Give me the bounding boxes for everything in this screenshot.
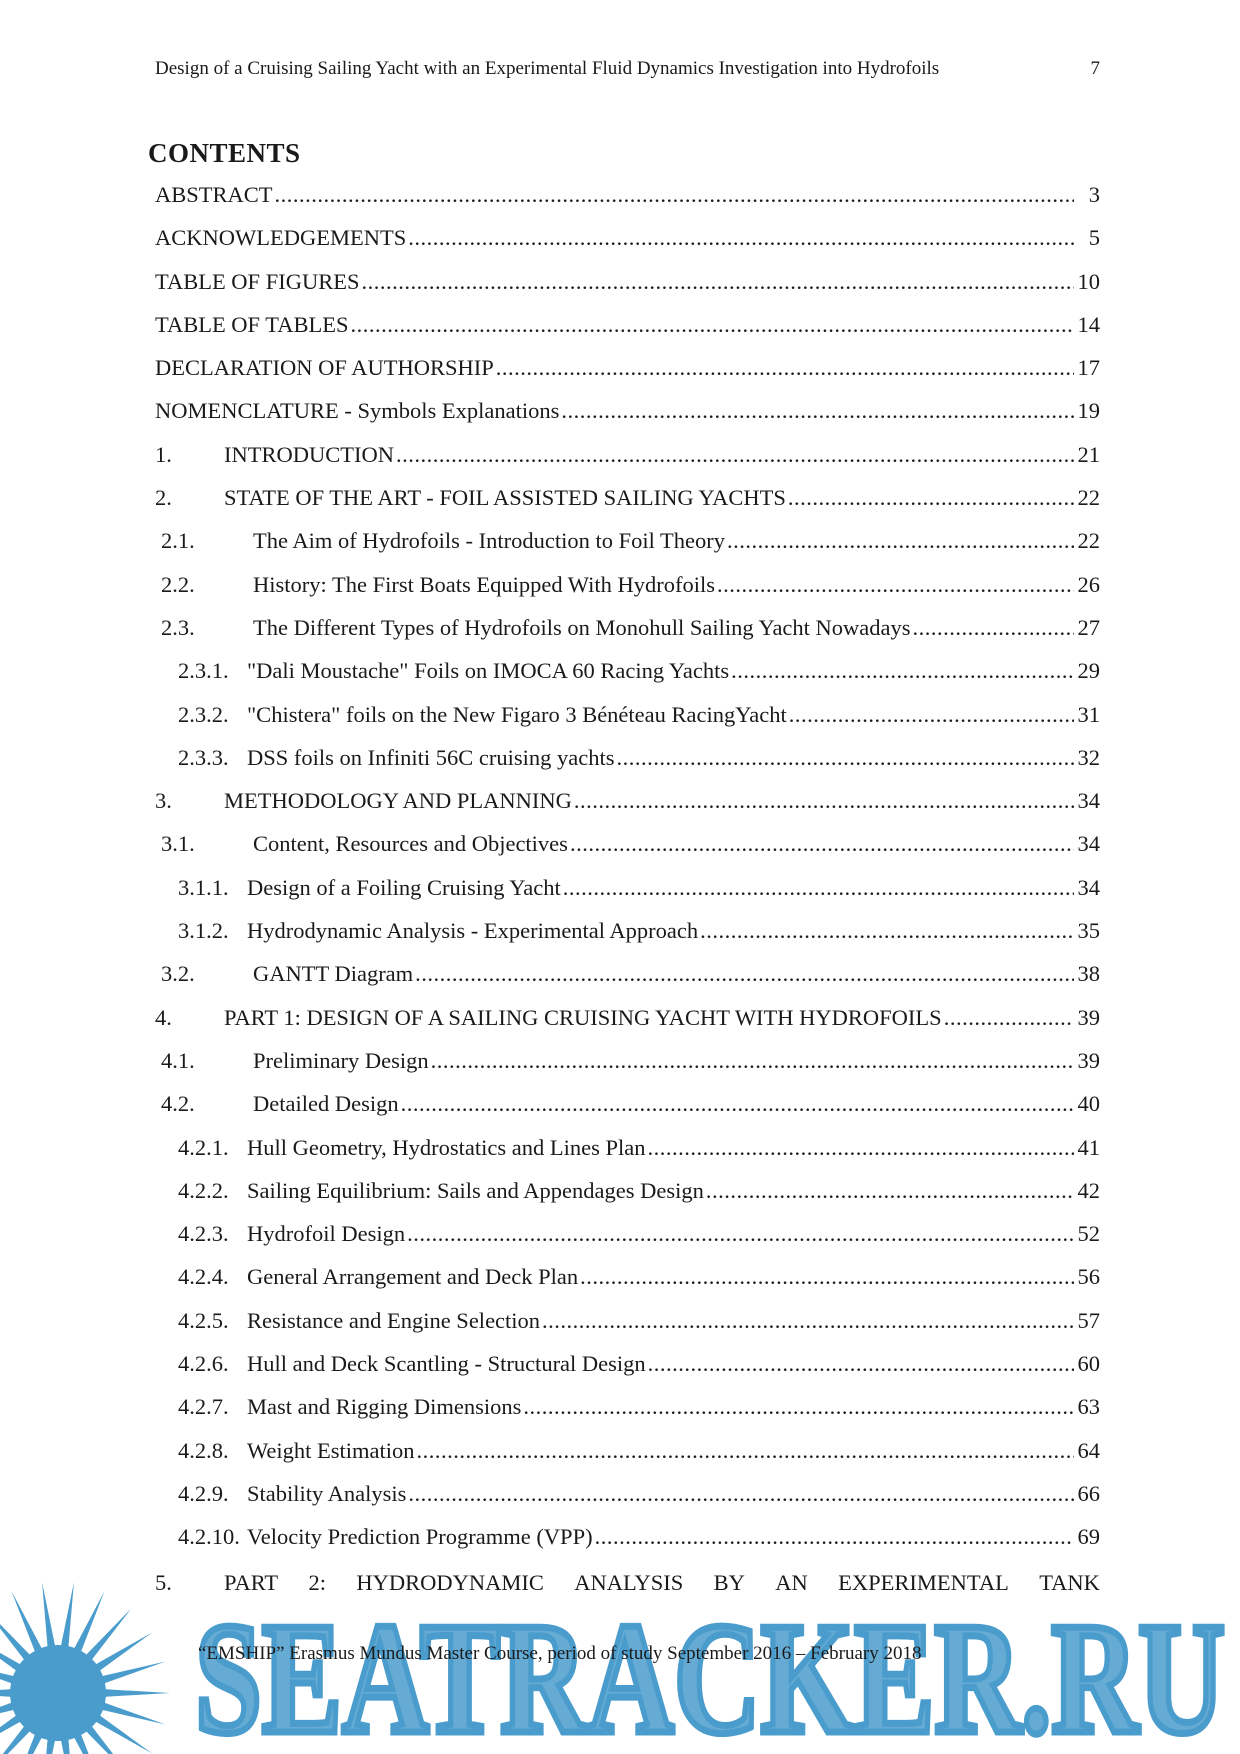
toc-dot-leader bbox=[408, 227, 1074, 250]
footer-text: “EMSHIP” Erasmus Mundus Master Course, period of study September 2016 – February 2018 bbox=[198, 1643, 922, 1664]
toc-entry[interactable] bbox=[155, 1223, 1100, 1266]
toc-word: HYDRODYNAMIC bbox=[356, 1569, 544, 1595]
toc-entry-label: Detailed Design bbox=[253, 1091, 399, 1117]
toc-entry-page: 22 bbox=[1077, 528, 1100, 554]
header-title: Design of a Cruising Sailing Yacht with an Experimental Fluid Dynamics Investigation into Hydrofoils bbox=[155, 58, 940, 79]
toc-entry-number: 4.2.4. bbox=[178, 1264, 229, 1290]
toc-dot-leader bbox=[401, 1093, 1074, 1116]
sun-ray bbox=[99, 1661, 166, 1684]
toc-entry-page: 35 bbox=[1077, 918, 1100, 944]
toc-entry[interactable] bbox=[155, 1093, 1100, 1136]
toc-entry-page: 63 bbox=[1077, 1394, 1100, 1420]
toc-dot-leader bbox=[407, 1223, 1074, 1246]
toc-entry-label: GANTT Diagram bbox=[253, 961, 414, 987]
toc-entry[interactable] bbox=[155, 311, 1100, 357]
toc-entry-number: 4.2.8. bbox=[178, 1437, 229, 1463]
toc-entry-page: 5 bbox=[1088, 225, 1100, 251]
toc-entry[interactable] bbox=[155, 400, 1100, 443]
toc-entry-label: PART 1: DESIGN OF A SAILING CRUISING YACHT WITH HYDROFOILS bbox=[224, 1004, 942, 1030]
toc-dot-leader bbox=[408, 1483, 1074, 1506]
toc-entry[interactable] bbox=[155, 1307, 1100, 1353]
toc-entry-number: 3. bbox=[155, 788, 172, 814]
running-header bbox=[155, 58, 1100, 80]
toc-entry-label: DECLARATION OF AUTHORSHIP bbox=[155, 355, 494, 381]
toc-entry-number: 4.2.5. bbox=[178, 1307, 229, 1333]
toc-dot-leader bbox=[717, 574, 1074, 597]
toc-entry-label: ABSTRACT bbox=[155, 182, 273, 207]
toc-entry-label: The Aim of Hydrofoils - Introduction to Foil Theory bbox=[253, 528, 726, 554]
toc-entry-page: 32 bbox=[1077, 744, 1100, 770]
toc-entry-label: Stability Analysis bbox=[247, 1480, 407, 1506]
sun-ray bbox=[0, 1608, 32, 1662]
toc-entry[interactable] bbox=[155, 963, 1100, 1006]
toc-entry-page: 38 bbox=[1077, 961, 1100, 987]
toc-entry-page: 66 bbox=[1077, 1480, 1100, 1506]
toc-entry-label: Sailing Equilibrium: Sails and Appendages Design bbox=[247, 1177, 704, 1203]
toc-entry-label: Resistance and Engine Selection bbox=[247, 1307, 541, 1333]
sun-ray bbox=[102, 1689, 170, 1697]
toc-entry-label: Velocity Prediction Programme (VPP) bbox=[247, 1524, 593, 1550]
toc-entry-number: 3.1.2. bbox=[178, 918, 229, 944]
header-page-number: 7 bbox=[1090, 58, 1100, 79]
toc-dot-leader bbox=[570, 833, 1074, 856]
toc-entry-page: 29 bbox=[1077, 658, 1100, 684]
toc-entry[interactable] bbox=[155, 357, 1100, 400]
toc-entry-label: Hydrofoil Design bbox=[247, 1221, 406, 1247]
toc-entry-label: Hull Geometry, Hydrostatics and Lines Plan bbox=[247, 1134, 646, 1160]
sun-ray bbox=[99, 1702, 166, 1725]
toc-entry-number: 1. bbox=[155, 441, 172, 467]
toc-entry[interactable] bbox=[155, 744, 1100, 790]
toc-dot-leader bbox=[431, 1050, 1074, 1073]
table-of-contents bbox=[155, 184, 1100, 1596]
sun-ray bbox=[42, 1582, 56, 1650]
toc-word: TANK bbox=[1039, 1569, 1100, 1595]
toc-entry-number: 5. bbox=[155, 1569, 172, 1595]
toc-entry-page: 69 bbox=[1077, 1524, 1100, 1550]
toc-entry-label: Design of a Foiling Cruising Yacht bbox=[247, 874, 561, 900]
toc-word: PART bbox=[224, 1569, 279, 1595]
toc-dot-leader bbox=[523, 1396, 1074, 1419]
toc-entry-page: 39 bbox=[1077, 1047, 1100, 1073]
toc-dot-leader bbox=[648, 1353, 1074, 1376]
toc-entry-page: 39 bbox=[1077, 1004, 1100, 1030]
toc-word: EXPERIMENTAL bbox=[838, 1569, 1009, 1595]
toc-entry-number: 4. bbox=[155, 1004, 172, 1030]
toc-entry-number: 2.3.3. bbox=[178, 744, 229, 770]
toc-entry-number: 4.2. bbox=[161, 1091, 195, 1117]
toc-entry-number: 4.2.1. bbox=[178, 1134, 229, 1160]
watermark-logo bbox=[195, 1594, 1225, 1744]
toc-dot-leader bbox=[396, 444, 1074, 467]
toc-dot-leader bbox=[727, 530, 1074, 553]
toc-dot-leader bbox=[574, 790, 1074, 813]
toc-entry[interactable] bbox=[155, 1047, 1100, 1093]
toc-dot-leader bbox=[351, 314, 1075, 337]
toc-entry-label: Content, Resources and Objectives bbox=[253, 831, 568, 857]
toc-entry-page: 27 bbox=[1077, 614, 1100, 640]
toc-entry[interactable] bbox=[155, 614, 1100, 660]
toc-entry[interactable] bbox=[155, 1526, 1100, 1569]
toc-word: AN bbox=[775, 1569, 808, 1595]
toc-entry-continued[interactable] bbox=[155, 1570, 1100, 1596]
watermark-text: SEATRACKER.RU bbox=[195, 1594, 1225, 1744]
toc-entry-label: "Dali Moustache" Foils on IMOCA 60 Racing Yachts bbox=[247, 658, 730, 684]
toc-entry-label: METHODOLOGY AND PLANNING bbox=[224, 788, 572, 814]
toc-dot-leader bbox=[700, 920, 1074, 943]
toc-dot-leader bbox=[275, 184, 1074, 207]
toc-entry[interactable] bbox=[155, 1177, 1100, 1223]
toc-entry-number: 4.2.3. bbox=[178, 1221, 229, 1247]
toc-entry[interactable] bbox=[155, 571, 1100, 617]
toc-entry-label: DSS foils on Infiniti 56C cruising yachts bbox=[247, 744, 615, 770]
toc-entry[interactable] bbox=[155, 833, 1100, 876]
toc-entry-number: 4.2.10. bbox=[178, 1524, 240, 1550]
toc-entry-number: 3.1.1. bbox=[178, 874, 229, 900]
toc-entry[interactable] bbox=[155, 268, 1100, 314]
toc-entry-number: 2.3.1. bbox=[178, 658, 229, 684]
toc-entry[interactable] bbox=[155, 1134, 1100, 1180]
toc-entry-page: 14 bbox=[1077, 311, 1100, 337]
toc-entry-label: Weight Estimation bbox=[247, 1437, 415, 1463]
contents-heading: CONTENTS bbox=[148, 138, 301, 168]
toc-entry-label: Hydrodynamic Analysis - Experimental Approach bbox=[247, 918, 699, 944]
toc-entry-label: NOMENCLATURE - Symbols Explanations bbox=[155, 398, 560, 424]
toc-dot-leader bbox=[944, 1007, 1074, 1030]
toc-entry[interactable] bbox=[155, 227, 1100, 270]
toc-entry-number: 2.3. bbox=[161, 614, 195, 640]
toc-entry-label: "Chistera" foils on the New Figaro 3 Bénéteau RacingYacht bbox=[247, 701, 787, 727]
toc-entry-number: 2.2. bbox=[161, 571, 195, 597]
toc-entry[interactable] bbox=[155, 701, 1100, 747]
toc-entry-label: Mast and Rigging Dimensions bbox=[247, 1394, 522, 1420]
toc-entry[interactable] bbox=[155, 1396, 1100, 1439]
toc-dot-leader bbox=[617, 747, 1075, 770]
toc-entry-number: 4.2.2. bbox=[178, 1177, 229, 1203]
toc-entry[interactable] bbox=[155, 1004, 1100, 1050]
toc-entry-label: TABLE OF FIGURES bbox=[155, 268, 360, 294]
toc-entry-page: 10 bbox=[1077, 268, 1100, 294]
sun-ray bbox=[60, 1582, 74, 1650]
toc-entry-page: 64 bbox=[1077, 1437, 1100, 1463]
toc-entry-page: 22 bbox=[1077, 485, 1100, 511]
toc-entry-page: 42 bbox=[1077, 1177, 1100, 1203]
toc-entry-page: 19 bbox=[1077, 398, 1100, 424]
toc-entry-number: 4.2.7. bbox=[178, 1394, 229, 1420]
toc-entry-number: 3.2. bbox=[161, 961, 195, 987]
toc-word: 2: bbox=[308, 1569, 326, 1595]
toc-entry[interactable] bbox=[155, 920, 1100, 963]
toc-entry-number: 2.1. bbox=[161, 528, 195, 554]
toc-dot-leader bbox=[788, 487, 1074, 510]
toc-entry-number: 4.1. bbox=[161, 1047, 195, 1073]
toc-entry-number: 4.2.9. bbox=[178, 1480, 229, 1506]
toc-entry[interactable] bbox=[155, 660, 1100, 703]
toc-entry-page: 56 bbox=[1077, 1264, 1100, 1290]
toc-entry-page: 31 bbox=[1077, 701, 1100, 727]
toc-dot-leader bbox=[731, 660, 1074, 683]
toc-entry-page: 34 bbox=[1077, 788, 1100, 814]
toc-dot-leader bbox=[563, 877, 1074, 900]
toc-entry-page: 57 bbox=[1077, 1307, 1100, 1333]
toc-word: BY bbox=[713, 1569, 745, 1595]
toc-entry-number: 3.1. bbox=[161, 831, 195, 857]
toc-entry[interactable] bbox=[155, 1353, 1100, 1396]
toc-entry-number: 4.2.6. bbox=[178, 1351, 229, 1377]
toc-entry[interactable] bbox=[155, 874, 1100, 920]
toc-entry[interactable] bbox=[155, 1437, 1100, 1483]
toc-entry-page: 17 bbox=[1077, 355, 1100, 381]
toc-entry-label: STATE OF THE ART - FOIL ASSISTED SAILING YACHTS bbox=[224, 485, 786, 511]
toc-dot-leader bbox=[913, 617, 1074, 640]
toc-dot-leader bbox=[542, 1310, 1074, 1333]
toc-dot-leader bbox=[706, 1180, 1074, 1203]
toc-entry[interactable] bbox=[155, 184, 1100, 227]
toc-entry-label: The Different Types of Hydrofoils on Monohull Sailing Yacht Nowadays bbox=[253, 614, 911, 640]
toc-entry-label: Hull and Deck Scantling - Structural Design bbox=[247, 1351, 646, 1377]
toc-entry-label: Preliminary Design bbox=[253, 1047, 429, 1073]
toc-dot-leader bbox=[580, 1266, 1074, 1289]
toc-entry-number: 2.3.2. bbox=[178, 701, 229, 727]
toc-entry-label: ACKNOWLEDGEMENTS bbox=[155, 225, 407, 251]
toc-entry-page: 26 bbox=[1077, 571, 1100, 597]
toc-entry-page: 52 bbox=[1077, 1221, 1100, 1247]
toc-dot-leader bbox=[417, 1440, 1074, 1463]
toc-dot-leader bbox=[647, 1137, 1074, 1160]
toc-word: ANALYSIS bbox=[574, 1569, 684, 1595]
toc-entry-page: 60 bbox=[1077, 1351, 1100, 1377]
toc-entry-page: 40 bbox=[1077, 1091, 1100, 1117]
toc-dot-leader bbox=[561, 400, 1074, 423]
toc-dot-leader bbox=[496, 357, 1074, 380]
toc-entry[interactable] bbox=[155, 1266, 1100, 1309]
toc-entry-label bbox=[224, 1570, 1100, 1596]
toc-entry-label: General Arrangement and Deck Plan bbox=[247, 1264, 579, 1290]
toc-entry[interactable] bbox=[155, 441, 1100, 487]
sun-ray bbox=[84, 1608, 132, 1662]
toc-entry[interactable] bbox=[155, 530, 1100, 573]
toc-entry-page: 41 bbox=[1077, 1134, 1100, 1160]
toc-dot-leader bbox=[789, 704, 1074, 727]
toc-entry[interactable] bbox=[155, 1480, 1100, 1526]
toc-entry-page: 34 bbox=[1077, 831, 1100, 857]
toc-entry-label: History: The First Boats Equipped With Hydrofoils bbox=[253, 571, 715, 597]
toc-dot-leader bbox=[595, 1526, 1074, 1549]
toc-entry[interactable] bbox=[155, 487, 1100, 530]
toc-entry-page: 3 bbox=[1088, 182, 1100, 207]
toc-entry-page: 34 bbox=[1077, 874, 1100, 900]
toc-entry[interactable] bbox=[155, 790, 1100, 833]
toc-dot-leader bbox=[415, 963, 1074, 986]
toc-dot-leader bbox=[361, 271, 1074, 294]
toc-entry-page: 21 bbox=[1077, 441, 1100, 467]
toc-entry-label: INTRODUCTION bbox=[224, 441, 394, 467]
toc-entry-label: TABLE OF TABLES bbox=[155, 311, 349, 337]
sun-logo-icon bbox=[0, 1575, 180, 1754]
toc-entry-number: 2. bbox=[155, 485, 172, 511]
